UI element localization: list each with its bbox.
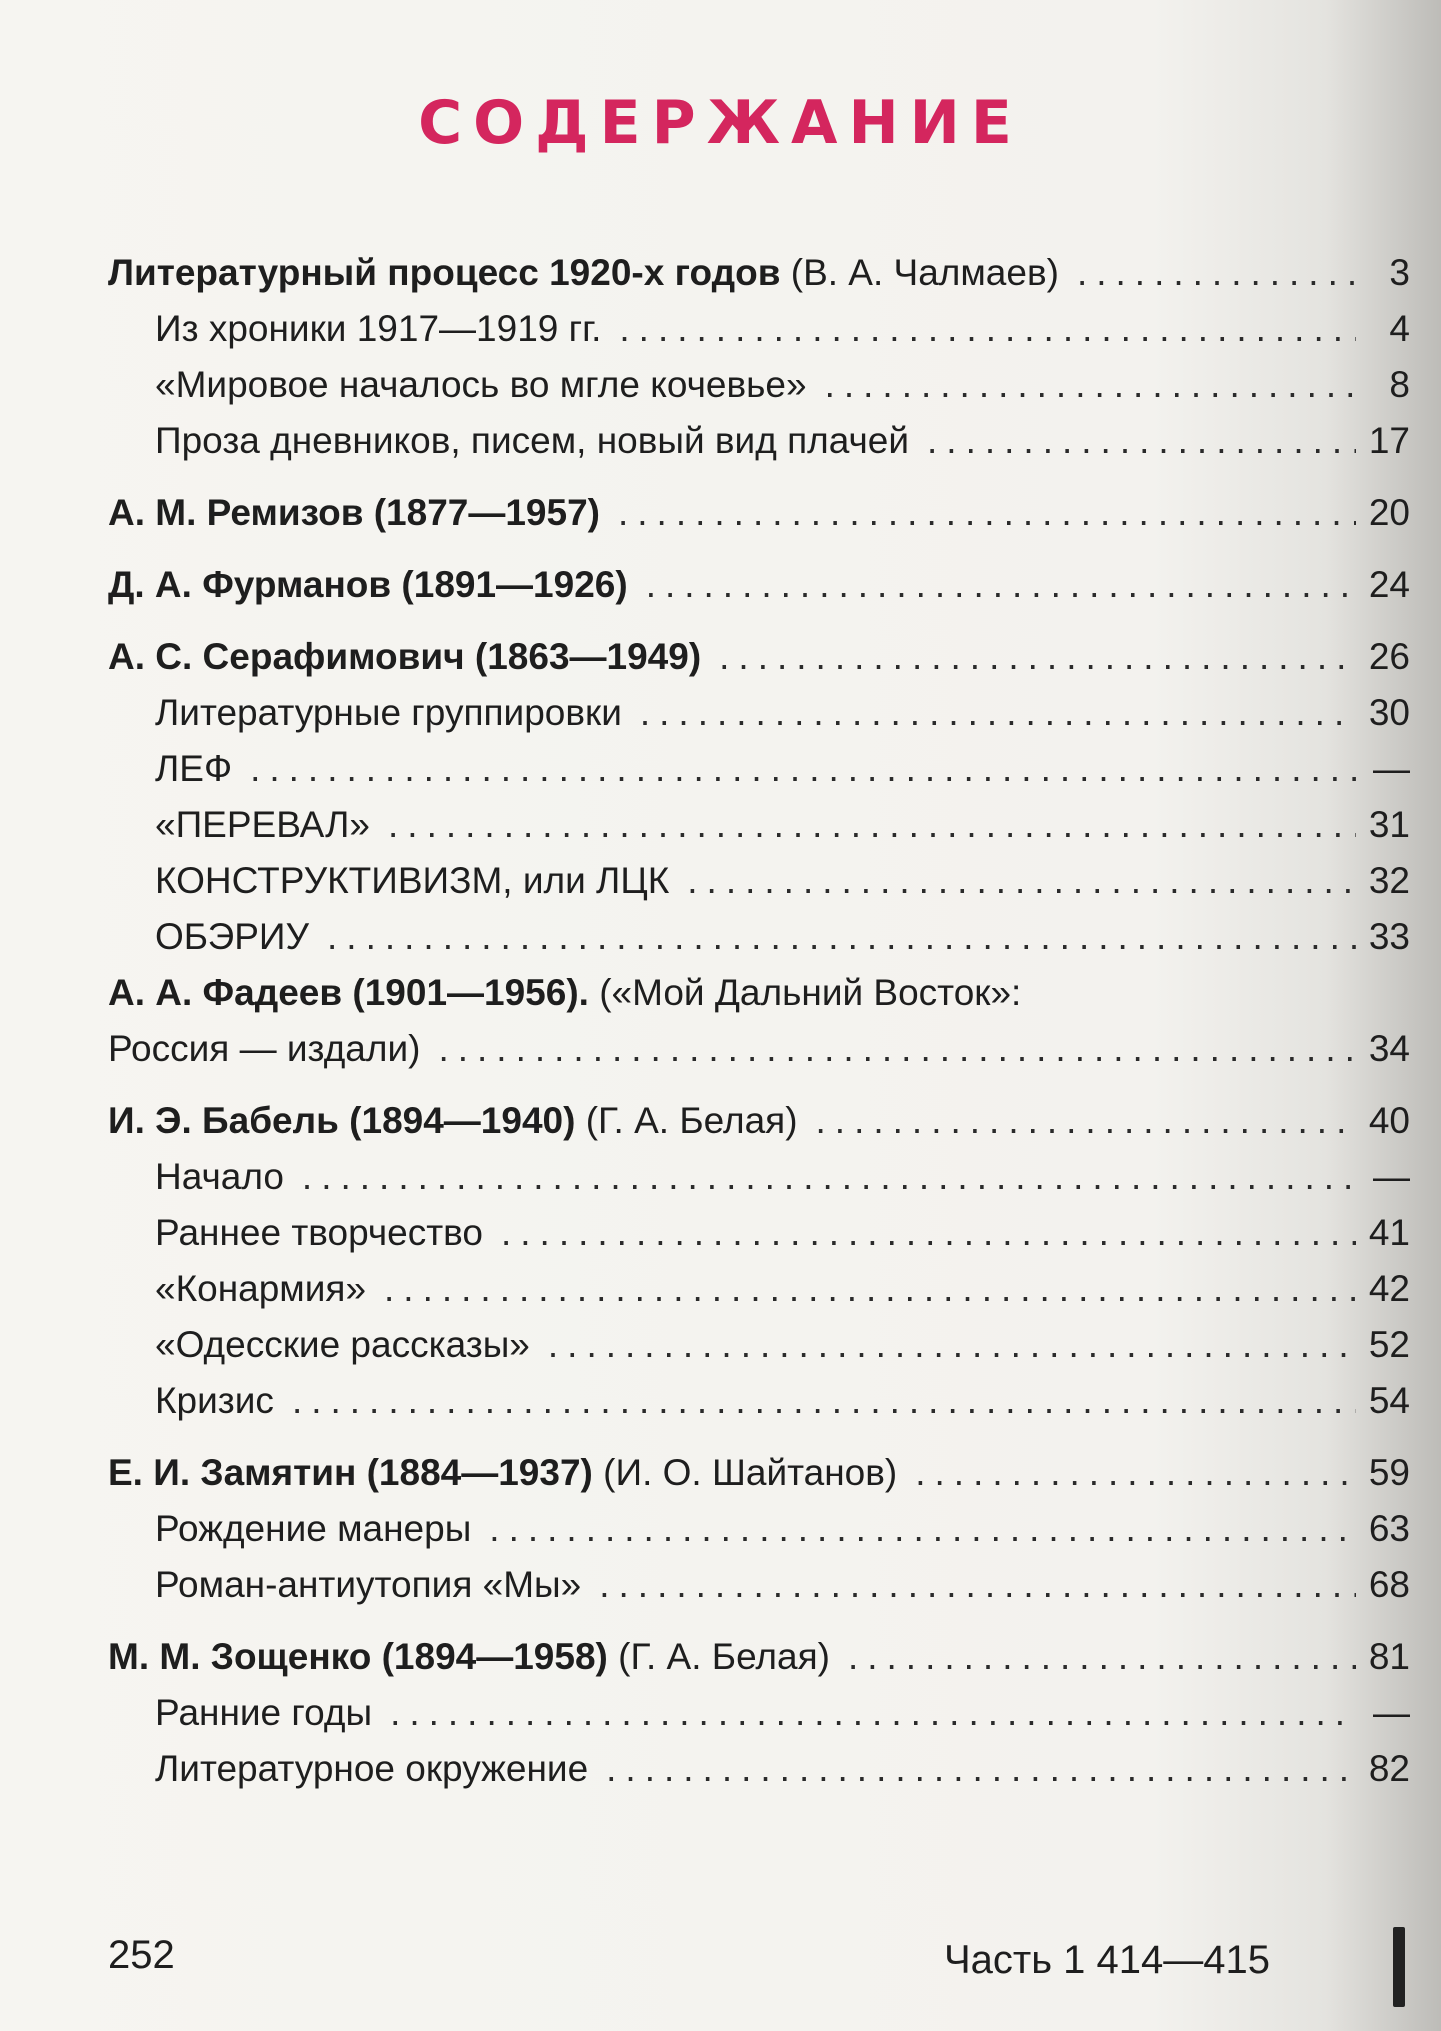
toc-entry[interactable] — [108, 1093, 1410, 1149]
page-edge-marker — [1393, 1927, 1405, 2007]
toc-entry-title: «ПЕРЕВАЛ» — [155, 804, 371, 845]
toc-subentry[interactable] — [108, 357, 1410, 413]
toc-entry[interactable] — [108, 629, 1410, 685]
table-of-contents — [108, 245, 1410, 1797]
toc-entry-title: Роман-антиутопия «Мы» — [155, 1564, 582, 1605]
toc-entry-author: А. М. Ремизов (1877—1957) — [108, 492, 600, 533]
toc-entry-title: «Конармия» — [155, 1268, 367, 1309]
dot-leader — [618, 485, 1356, 541]
toc-entry-title: ЛЕФ — [155, 748, 233, 789]
dot-leader — [390, 1685, 1356, 1741]
toc-entry-text — [108, 1629, 830, 1685]
toc-entry[interactable] — [108, 485, 1410, 541]
toc-entry-text — [108, 629, 701, 685]
toc-entry-text — [108, 1445, 897, 1501]
part-label: Часть 1 414—415 — [944, 1938, 1271, 1982]
toc-page-number: 3 — [1389, 252, 1410, 293]
toc-entry-author: Литературный процесс 1920-х годов — [108, 252, 781, 293]
toc-entry-text — [155, 1261, 366, 1317]
toc-entry-author: А. С. Серафимович (1863—1949) — [108, 636, 702, 677]
dot-leader — [292, 1373, 1356, 1429]
toc-entry[interactable] — [108, 965, 1410, 1021]
toc-entry-title: КОНСТРУКТИВИЗМ, или ЛЦК — [155, 860, 670, 901]
toc-subentry[interactable] — [108, 1317, 1410, 1373]
toc-subentry[interactable] — [108, 853, 1410, 909]
toc-page-number: — — [1373, 1156, 1410, 1197]
dot-leader — [302, 1149, 1356, 1205]
toc-subentry[interactable] — [108, 1261, 1410, 1317]
toc-subentry[interactable] — [108, 1741, 1410, 1797]
toc-page-number: 34 — [1368, 1028, 1410, 1069]
toc-entry-title: Раннее творчество — [155, 1212, 483, 1253]
toc-page-number: 30 — [1368, 692, 1410, 733]
toc-page-number: 82 — [1368, 1748, 1410, 1789]
dot-leader — [915, 1445, 1356, 1501]
toc-subentry[interactable] — [108, 413, 1410, 469]
dot-leader — [719, 629, 1356, 685]
toc-page-number: — — [1373, 748, 1410, 789]
toc-entry-title: Литературное окружение — [155, 1748, 589, 1789]
toc-entry-title: Россия — издали) — [108, 1028, 421, 1069]
toc-subentry[interactable] — [108, 685, 1410, 741]
toc-entry-text — [155, 685, 622, 741]
toc-entry-text — [155, 301, 601, 357]
toc-entry-title: Проза дневников, писем, новый вид плачей — [155, 420, 910, 461]
dot-leader — [640, 685, 1356, 741]
toc-subentry[interactable] — [108, 1149, 1410, 1205]
dot-leader — [250, 741, 1356, 797]
toc-entry-title: «Одесские рассказы» — [155, 1324, 530, 1365]
toc-entry-text — [155, 1373, 274, 1429]
toc-subentry[interactable] — [108, 1501, 1410, 1557]
dot-leader — [489, 1501, 1356, 1557]
dot-leader — [816, 1093, 1356, 1149]
dot-leader — [388, 797, 1356, 853]
toc-subentry[interactable] — [108, 301, 1410, 357]
toc-entry-text — [108, 485, 600, 541]
toc-entry-text — [108, 557, 628, 613]
toc-entry-text — [155, 853, 669, 909]
toc-entry-text — [155, 741, 232, 797]
toc-entry-author: Е. И. Замятин (1884—1937) — [108, 1452, 593, 1493]
toc-subentry[interactable] — [108, 1685, 1410, 1741]
toc-entry-author: И. Э. Бабель (1894—1940) — [108, 1100, 576, 1141]
toc-entry-continuation[interactable] — [108, 1021, 1410, 1077]
toc-subentry[interactable] — [108, 909, 1410, 965]
toc-entry[interactable] — [108, 1629, 1410, 1685]
toc-page-number: 68 — [1368, 1564, 1410, 1605]
toc-subentry[interactable] — [108, 1373, 1410, 1429]
toc-page-number: 33 — [1368, 916, 1410, 957]
toc-entry-text — [108, 972, 1021, 1013]
dot-leader — [848, 1629, 1356, 1685]
dot-leader — [501, 1205, 1356, 1261]
toc-entry-text — [108, 1093, 798, 1149]
dot-leader — [606, 1741, 1356, 1797]
toc-page-number: 8 — [1389, 364, 1410, 405]
toc-page-number: 24 — [1368, 564, 1410, 605]
toc-entry-text — [155, 1557, 581, 1613]
dot-leader — [438, 1021, 1356, 1077]
dot-leader — [599, 1557, 1356, 1613]
toc-page-number: 17 — [1368, 420, 1410, 461]
toc-entry-text — [155, 1149, 284, 1205]
toc-entry-author: А. А. Фадеев (1901—1956). — [108, 972, 589, 1013]
toc-entry-author: М. М. Зощенко (1894—1958) — [108, 1636, 608, 1677]
toc-page-number: 20 — [1368, 492, 1410, 533]
toc-subentry[interactable] — [108, 1205, 1410, 1261]
toc-subentry[interactable] — [108, 797, 1410, 853]
toc-entry-title: Литературные группировки — [155, 692, 622, 733]
toc-entry-title: (Г. А. Белая) — [607, 1636, 830, 1677]
toc-page-number: 59 — [1368, 1452, 1410, 1493]
dot-leader — [1077, 245, 1356, 301]
dot-leader — [327, 909, 1356, 965]
toc-page-number: 41 — [1368, 1212, 1410, 1253]
toc-entry-text — [108, 245, 1059, 301]
toc-page-number: 52 — [1368, 1324, 1410, 1365]
toc-entry-text — [155, 1685, 372, 1741]
toc-entry-title: (В. А. Чалмаев) — [780, 252, 1059, 293]
toc-entry-title: «Мировое началось во мгле кочевье» — [155, 364, 807, 405]
toc-entry-title: («Мой Дальний Восток»: — [588, 972, 1022, 1013]
toc-subentry[interactable] — [108, 741, 1410, 797]
toc-page-number: 63 — [1368, 1508, 1410, 1549]
toc-page-number: 81 — [1368, 1636, 1410, 1677]
dot-leader — [687, 853, 1356, 909]
page-title: СОДЕРЖАНИЕ — [418, 88, 1023, 158]
toc-subentry[interactable] — [108, 1557, 1410, 1613]
toc-entry-title: Кризис — [155, 1380, 274, 1421]
dot-leader — [646, 557, 1356, 613]
toc-entry-text — [155, 909, 309, 965]
dot-leader — [384, 1261, 1356, 1317]
toc-entry-title: Из хроники 1917—1919 гг. — [155, 308, 602, 349]
toc-entry-title: ОБЭРИУ — [155, 916, 310, 957]
toc-entry-title: Рождение манеры — [155, 1508, 472, 1549]
dot-leader — [927, 413, 1356, 469]
toc-entry[interactable] — [108, 1445, 1410, 1501]
dot-leader — [619, 301, 1356, 357]
page-number: 252 — [108, 1933, 175, 1977]
toc-entry[interactable] — [108, 557, 1410, 613]
toc-entry-text — [155, 1317, 530, 1373]
toc-entry-title: (Г. А. Белая) — [575, 1100, 798, 1141]
toc-page-number: 32 — [1368, 860, 1410, 901]
toc-page-number: 4 — [1389, 308, 1410, 349]
toc-page-number: 42 — [1368, 1268, 1410, 1309]
toc-entry-text — [155, 1501, 471, 1557]
toc-entry-text — [155, 1741, 588, 1797]
toc-page-number: — — [1373, 1692, 1410, 1733]
toc-entry-author: Д. А. Фурманов (1891—1926) — [108, 564, 628, 605]
toc-page-number: 40 — [1368, 1100, 1410, 1141]
toc-entry-text — [155, 357, 807, 413]
toc-entry[interactable] — [108, 245, 1410, 301]
toc-page-number: 26 — [1368, 636, 1410, 677]
toc-page-number: 31 — [1368, 804, 1410, 845]
toc-entry-text — [155, 797, 370, 853]
dot-leader — [548, 1317, 1356, 1373]
toc-entry-text — [155, 413, 909, 469]
toc-entry-title: Начало — [155, 1156, 284, 1197]
toc-page-number: 54 — [1368, 1380, 1410, 1421]
dot-leader — [825, 357, 1356, 413]
toc-entry-title: (И. О. Шайтанов) — [592, 1452, 898, 1493]
toc-entry-text — [155, 1205, 483, 1261]
toc-entry-title: Ранние годы — [155, 1692, 373, 1733]
